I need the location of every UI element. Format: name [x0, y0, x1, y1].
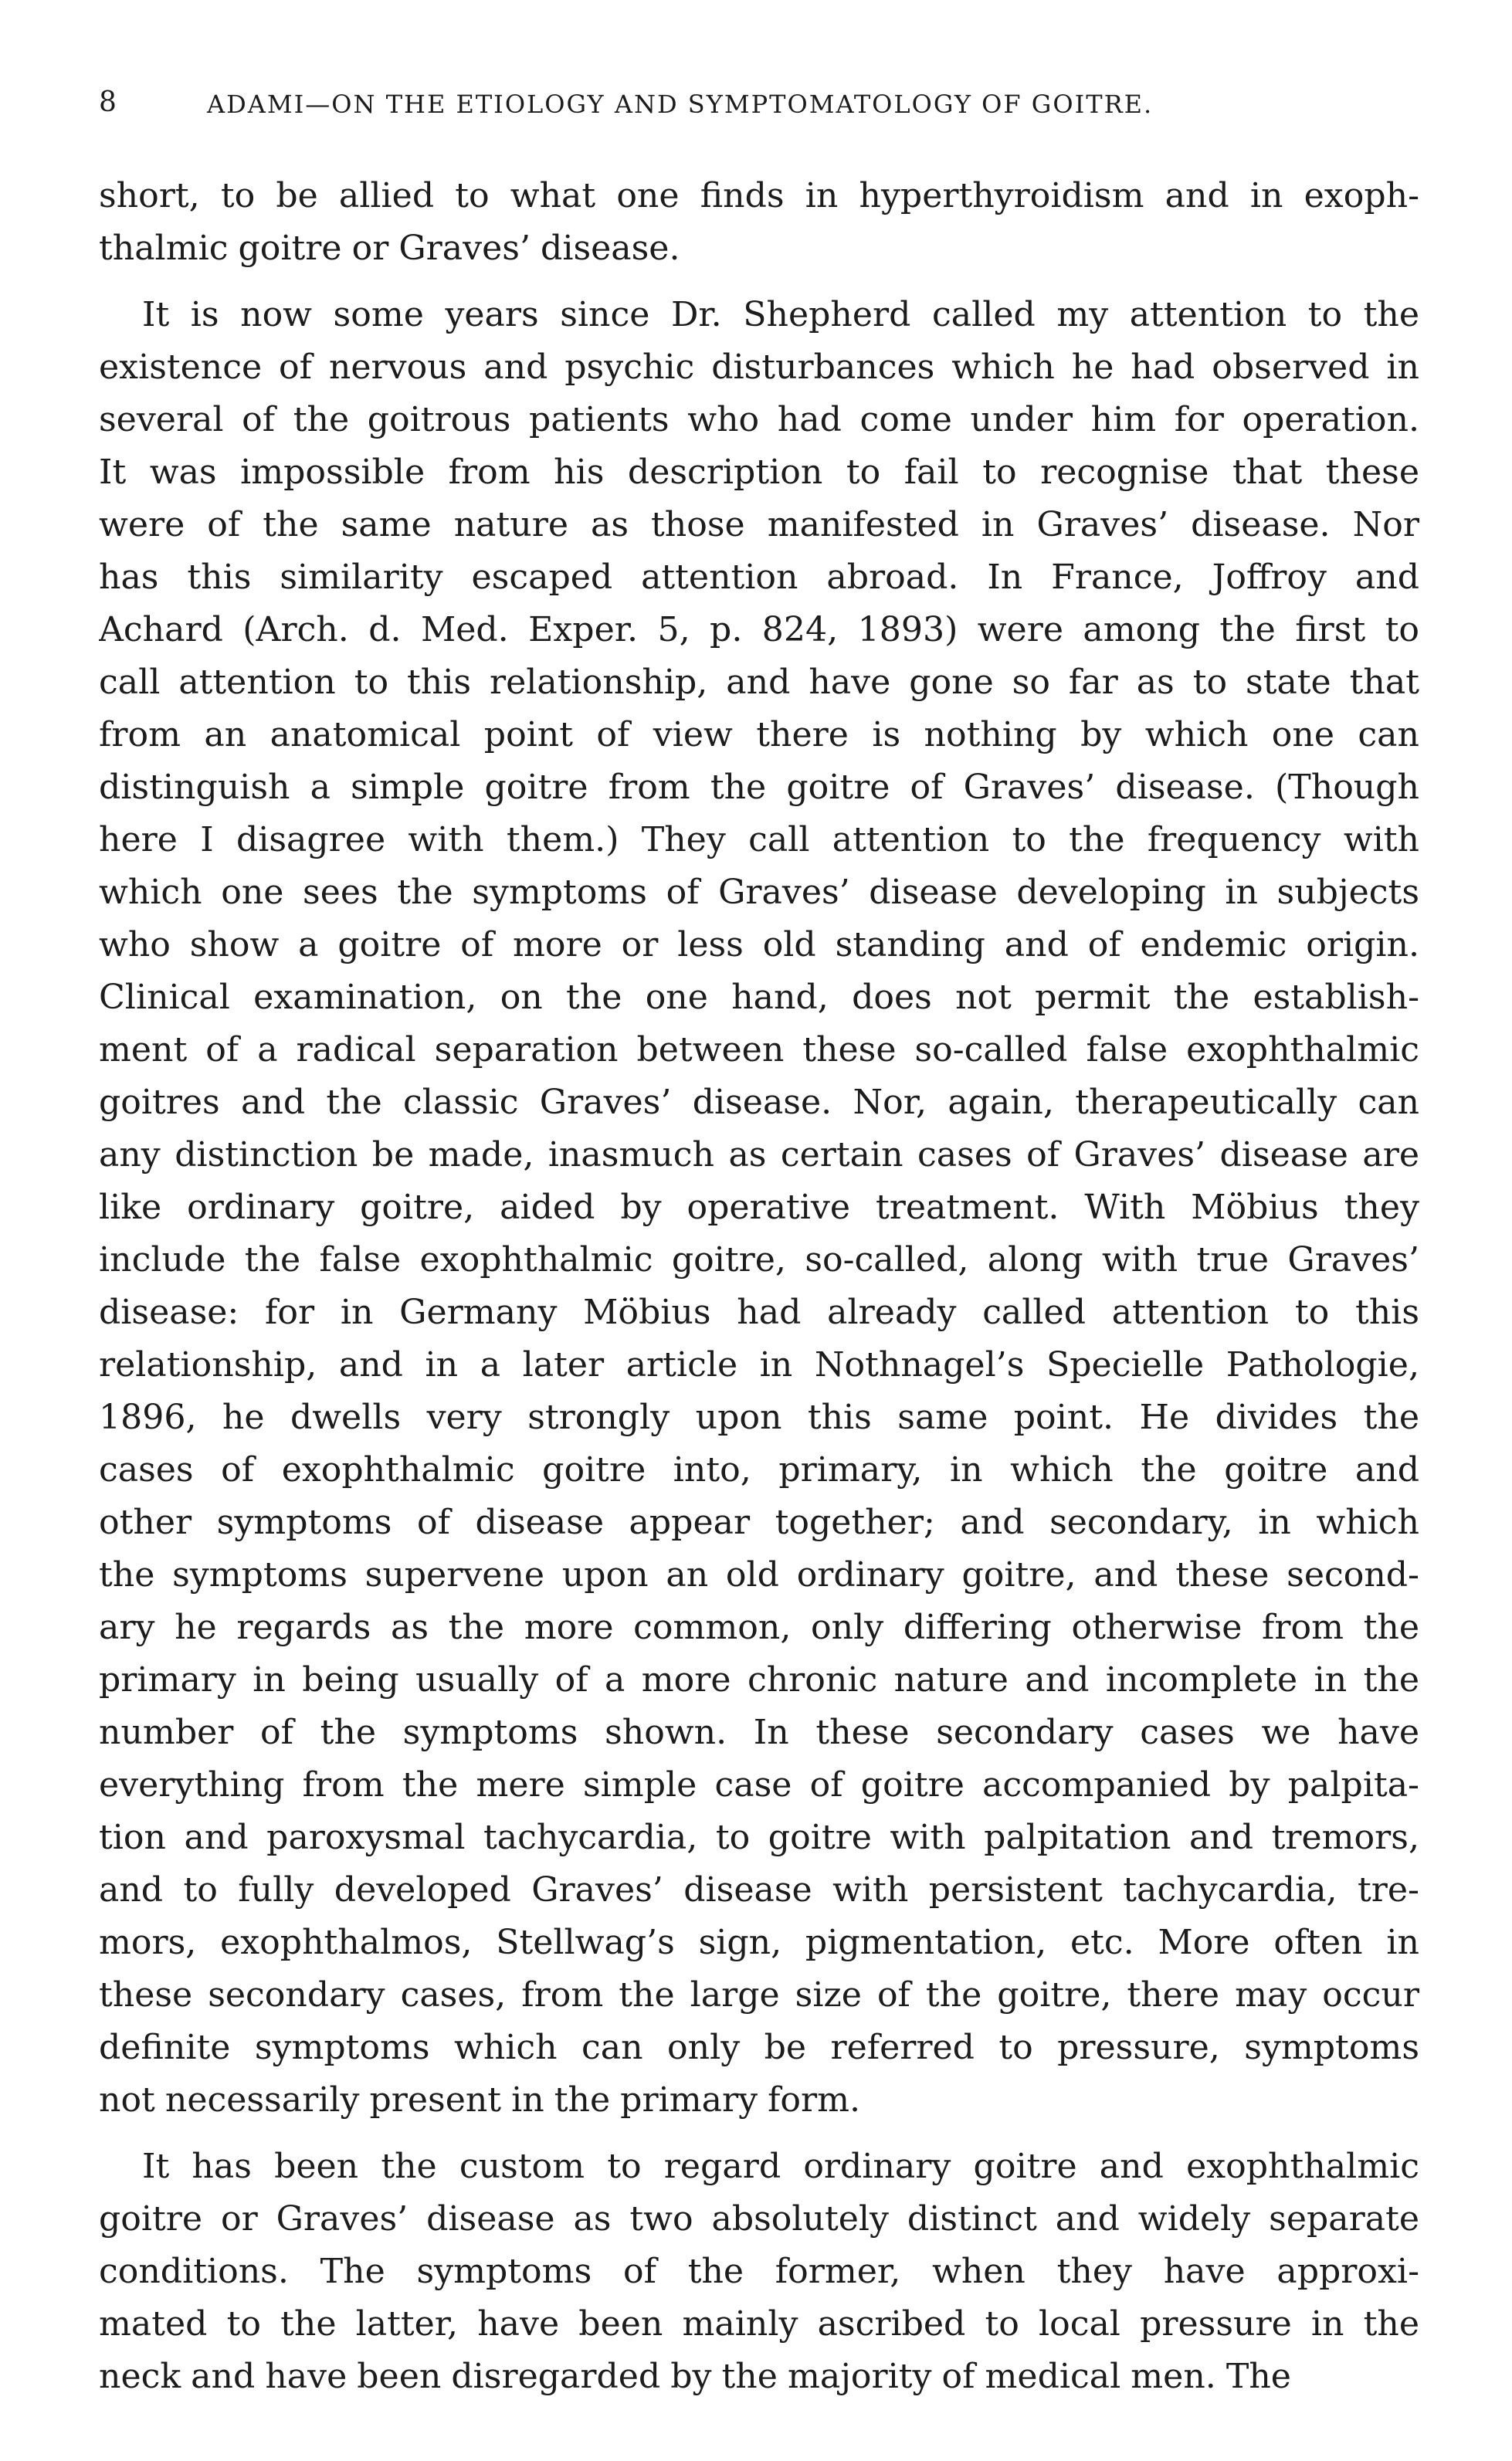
text-line: these secondary cases, from the large size of the goitre, there may occur [99, 1975, 1419, 2015]
text-line: mors, exophthalmos, Stellwag’s sign, pigmentation, etc. More often in [99, 1923, 1419, 1962]
text-line: which one sees the symptoms of Graves’ disease developing in subjects [99, 873, 1419, 912]
paragraph [99, 2141, 1419, 2403]
text-line: mated to the latter, have been mainly ascribed to local pressure in the [99, 2304, 1419, 2344]
text-line: has this similarity escaped attention abroad. In France, Joffroy and [99, 558, 1419, 597]
text-line: from an anatomical point of view there is nothing by which one can [99, 715, 1419, 754]
text-line: conditions. The symptoms of the former, when they have approxi- [99, 2252, 1419, 2291]
text-line: call attention to this relationship, and have gone so far as to state that [99, 663, 1419, 702]
text-line: not necessarily present in the primary form. [99, 2080, 861, 2120]
text-line: were of the same nature as those manifested in Graves’ disease. Nor [99, 505, 1419, 544]
text-line: It was impossible from his description to fail to recognise that these [99, 453, 1419, 492]
text-line: disease: for in Germany Möbius had already called attention to this [99, 1293, 1419, 1332]
text-line: ary he regards as the more common, only differing otherwise from the [99, 1608, 1419, 1647]
text-line: existence of nervous and psychic disturbances which he had observed in [99, 347, 1419, 387]
running-header [99, 71, 1419, 141]
text-line: goitre or Graves’ disease as two absolutely distinct and widely separate [99, 2199, 1419, 2239]
page-number: 8 [99, 86, 117, 118]
text-line: Clinical examination, on the one hand, does not permit the establish- [99, 978, 1419, 1017]
text-line: include the false exophthalmic goitre, so-called, along with true Graves’ [99, 1240, 1419, 1280]
text-line: primary in being usually of a more chronic nature and incomplete in the [99, 1660, 1419, 1700]
text-line: It has been the custom to regard ordinary goitre and exophthalmic [142, 2147, 1419, 2186]
paragraph [99, 170, 1419, 275]
text-line: definite symptoms which can only be referred to pressure, symptoms [99, 2028, 1419, 2067]
text-line: the symptoms supervene upon an old ordinary goitre, and these second- [99, 1555, 1419, 1595]
book-page [99, 71, 1419, 2403]
text-line: and to fully developed Graves’ disease with persistent tachycardia, tre- [99, 1870, 1419, 1910]
text-line: neck and have been disregarded by the majority of medical men. The [99, 2357, 1291, 2396]
text-line: ment of a radical separation between these so-called false exophthalmic [99, 1030, 1419, 1069]
text-line: other symptoms of disease appear together; and secondary, in which [99, 1503, 1419, 1542]
text-line: cases of exophthalmic goitre into, primary, in which the goitre and [99, 1450, 1419, 1490]
text-line: short, to be allied to what one finds in hyperthyroidism and in exoph- [99, 176, 1419, 215]
paragraph [99, 289, 1419, 2127]
text-line: relationship, and in a later article in Nothnagel’s Specielle Pathologie, [99, 1345, 1419, 1385]
text-line: goitres and the classic Graves’ disease. Nor, again, therapeutically can [99, 1083, 1419, 1122]
text-line: who show a goitre of more or less old standing and of endemic origin. [99, 925, 1419, 964]
text-line: 1896, he dwells very strongly upon this same point. He divides the [99, 1398, 1419, 1437]
text-line: tion and paroxysmal tachycardia, to goitre with palpitation and tremors, [99, 1818, 1419, 1857]
text-line: like ordinary goitre, aided by operative treatment. With Möbius they [99, 1188, 1419, 1227]
text-line: distinguish a simple goitre from the goitre of Graves’ disease. (Though [99, 768, 1419, 807]
text-line: number of the symptoms shown. In these secondary cases we have [99, 1713, 1419, 1752]
body-text [99, 170, 1419, 2403]
running-title: ADAMI—ON THE ETIOLOGY AND SYMPTOMATOLOGY OF GOITRE. [207, 90, 1154, 119]
text-line: several of the goitrous patients who had come under him for operation. [99, 400, 1419, 439]
text-line: any distinction be made, inasmuch as certain cases of Graves’ disease are [99, 1135, 1419, 1175]
text-line: everything from the mere simple case of goitre accompanied by palpita- [99, 1765, 1419, 1805]
text-line: It is now some years since Dr. Shepherd called my attention to the [142, 295, 1419, 334]
text-line: Achard (Arch. d. Med. Exper. 5, p. 824, 1893) were among the first to [99, 610, 1419, 649]
text-line: here I disagree with them.) They call attention to the frequency with [99, 820, 1419, 859]
text-line: thalmic goitre or Graves’ disease. [99, 229, 680, 268]
